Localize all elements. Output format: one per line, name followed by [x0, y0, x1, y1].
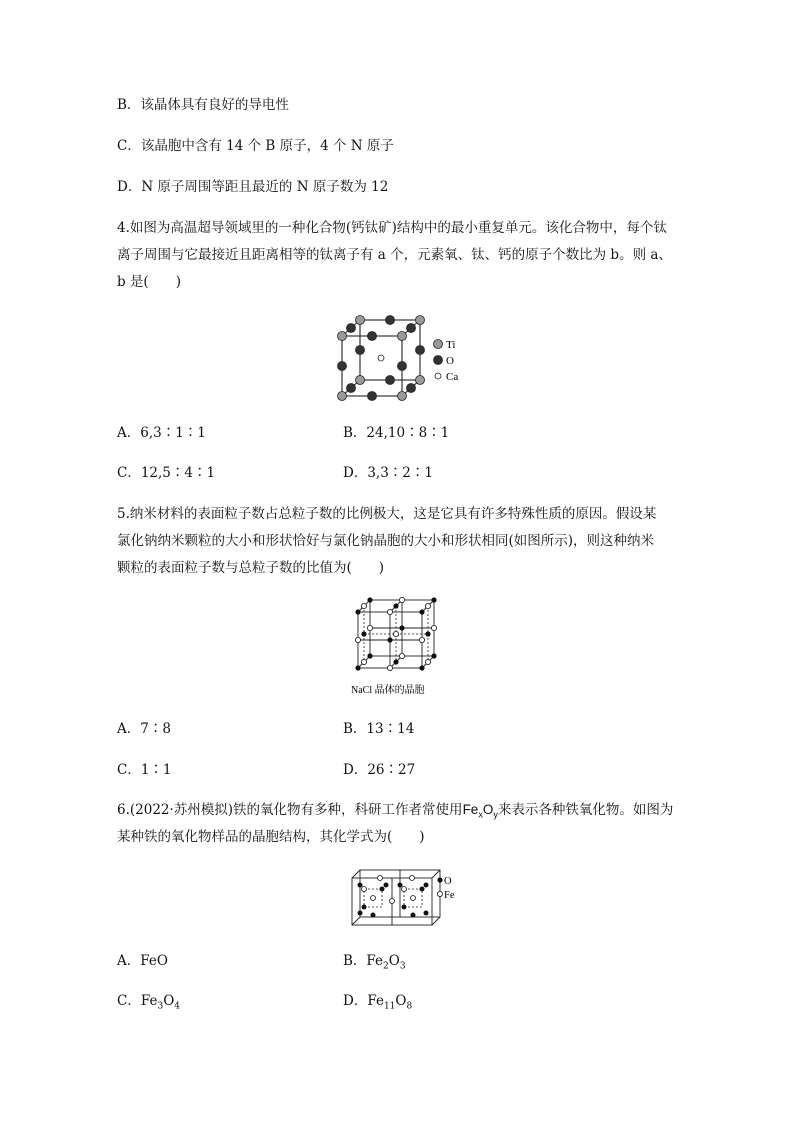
o-atom	[386, 316, 395, 325]
q5-stem-line2: 氯化钠纳米颗粒的大小和形状恰好与氯化钠晶胞的大小和形状相同(如图所示)，则这种纳米	[117, 533, 655, 549]
o-atom	[368, 332, 377, 341]
legend-o: O	[444, 876, 452, 887]
ca-atom	[378, 355, 384, 361]
q6-stem-line2: 某种铁的氧化物样品的晶胞结构，其化学式为( )	[117, 829, 425, 845]
o-atom	[356, 346, 365, 355]
q5-stem-line1: 5.纳米材料的表面粒子数占总粒子数的比例极大，这是它具有许多特殊性质的原因。假设某	[117, 506, 657, 522]
q6-stem-line1: 6.(2022·苏州模拟)铁的氧化物有多种，科研工作者常使用$Fe_xO_y$来表示各种铁氧化物。如图为	[117, 802, 674, 820]
q6-option-b[interactable]: B．$Fe_2O_3$	[343, 953, 406, 972]
q5-option-d[interactable]: D．26∶27	[343, 762, 416, 778]
ti-atom	[356, 376, 365, 385]
ti-atom	[416, 376, 425, 385]
q6-option-d[interactable]: D．$Fe_{11}O_8$	[343, 993, 413, 1012]
iron-oxide-cell-figure	[340, 865, 465, 930]
ti-atom	[398, 392, 407, 401]
ti-atom	[338, 332, 347, 341]
legend-ca: Ca	[446, 371, 459, 383]
o-atom	[416, 346, 425, 355]
legend-ti: Ti	[446, 339, 456, 351]
q4-option-b[interactable]: B．24,10∶8∶1	[343, 425, 450, 441]
nacl-cell-figure	[345, 595, 455, 700]
q3-option-b: B．该晶体具有良好的导电性	[117, 97, 289, 113]
q3-option-c: C．该晶胞中含有 14 个 B 原子，4 个 N 原子	[117, 138, 394, 154]
q5-option-b[interactable]: B．13∶14	[343, 721, 415, 737]
q4-stem-line1: 4.如图为高温超导领域里的一种化合物(钙钛矿)结构中的最小重复单元。该化合物中，每个钛	[117, 220, 667, 236]
ti-atom	[398, 332, 407, 341]
q4-option-c[interactable]: C．12,5∶4∶1	[117, 465, 216, 481]
q3-option-d: D．N 原子周围等距且最近的 N 原子数为 12	[117, 179, 389, 195]
q6-option-c[interactable]: C．$Fe_3O_4$	[117, 993, 180, 1012]
fexoy-formula: $Fe_xO_y$	[462, 802, 498, 820]
q4-option-d[interactable]: D．3,3∶2∶1	[343, 465, 433, 481]
ti-atom	[416, 316, 425, 325]
q6-option-a[interactable]: A．FeO	[117, 953, 168, 969]
legend-o: O	[446, 355, 454, 367]
q5-option-a[interactable]: A．7∶8	[117, 721, 171, 737]
o-atom	[398, 362, 407, 371]
q4-stem-line2: 离子周围与它最接近且距离相等的钛离子有 a 个，元素氧、钛、钙的原子个数比为 b。则 a、	[117, 247, 672, 263]
q4-option-a[interactable]: A．6,3∶1∶1	[117, 425, 206, 441]
q5-option-c[interactable]: C．1∶1	[117, 762, 172, 778]
o-atom	[338, 362, 347, 371]
ti-atom	[338, 392, 347, 401]
legend-fe: Fe	[444, 890, 455, 901]
ti-atom	[356, 316, 365, 325]
q5-stem-line3: 颗粒的表面粒子数与总粒子数的比值为( )	[117, 560, 385, 576]
perovskite-cell-figure	[330, 310, 470, 405]
o-atom	[407, 324, 416, 333]
o-atom	[407, 384, 416, 393]
o-atom	[347, 324, 356, 333]
q4-stem-line3: b 是( )	[117, 274, 181, 290]
o-atom	[386, 376, 395, 385]
o-atom	[347, 384, 356, 393]
o-atom	[368, 392, 377, 401]
nacl-caption: NaCl 晶体的晶胞	[351, 685, 425, 696]
